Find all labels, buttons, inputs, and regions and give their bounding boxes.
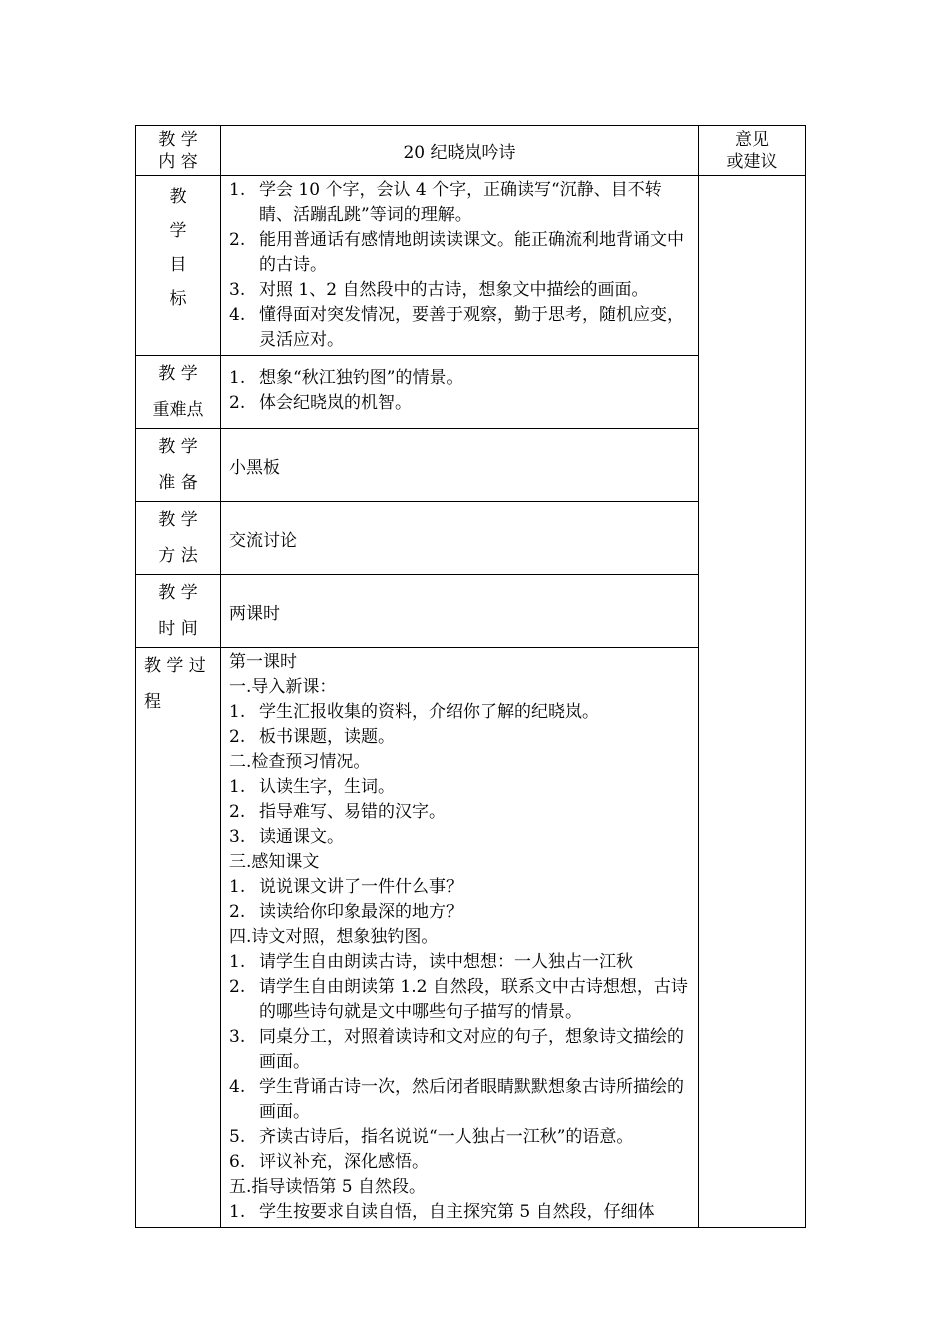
item-text: 请学生自由朗读第 1.2 自然段，联系文中古诗想想，古诗的哪些诗句就是文中哪些句子描写的情景。 xyxy=(259,977,688,1022)
item-text: 体会纪晓岚的机智。 xyxy=(259,393,412,413)
goals-label-line: 标 xyxy=(169,289,187,309)
section-heading: 四.诗文对照，想象独钓图。 xyxy=(229,927,439,947)
item-number: 2. xyxy=(229,977,246,997)
section-heading: 一.导入新课： xyxy=(229,677,337,697)
lesson-title: 20 纪晓岚吟诗 xyxy=(221,126,699,176)
section-heading: 三.感知课文 xyxy=(229,852,320,872)
item-number: 6. xyxy=(229,1152,246,1172)
item-text: 学会 10 个字，会认 4 个字，正确读写“沉静、目不转睛、活蹦乱跳”等词的理解。 xyxy=(259,180,662,225)
item-text: 认读生字，生词。 xyxy=(259,777,395,797)
item-number: 3. xyxy=(229,827,246,847)
list-item xyxy=(229,228,692,278)
lesson-plan-table xyxy=(135,125,806,1228)
item-number: 1. xyxy=(229,877,246,897)
header-row xyxy=(136,126,806,176)
process-label-line: 教 学 过 xyxy=(144,656,206,676)
list-item xyxy=(229,1025,692,1075)
list-item xyxy=(229,1200,692,1225)
item-number: 4. xyxy=(229,305,246,325)
item-number: 3. xyxy=(229,1027,246,1047)
advice-column xyxy=(699,176,806,1228)
item-number: 1. xyxy=(229,1202,246,1222)
process-blocks xyxy=(229,650,692,1225)
item-text: 齐读古诗后，指名说说“一人独占一江秋”的语意。 xyxy=(259,1127,634,1147)
process-label xyxy=(136,648,221,1228)
list-item xyxy=(229,775,692,800)
advice-label-text: 意见 或建议 xyxy=(726,130,778,172)
item-text: 学生背诵古诗一次，然后闭者眼睛默默想象古诗所描绘的画面。 xyxy=(259,1077,684,1122)
time-label xyxy=(136,575,221,648)
list-item xyxy=(229,875,692,900)
item-text: 说说课文讲了一件什么事？ xyxy=(259,877,463,897)
list-item xyxy=(229,178,692,228)
list-item xyxy=(229,1075,692,1125)
list-item xyxy=(229,1125,692,1150)
item-text: 想象“秋江独钓图”的情景。 xyxy=(259,368,464,388)
item-number: 1. xyxy=(229,777,246,797)
list-item xyxy=(229,725,692,750)
goals-label-line: 学 xyxy=(169,221,187,241)
preparation-label-line: 教 学 xyxy=(158,437,198,457)
advice-label xyxy=(699,126,806,176)
goals-label xyxy=(136,176,221,356)
content-label xyxy=(136,126,221,176)
list-item xyxy=(229,975,692,1025)
item-text: 指导难写、易错的汉字。 xyxy=(259,802,446,822)
method-label-line: 教 学 xyxy=(158,510,198,530)
item-text: 读通课文。 xyxy=(259,827,344,847)
list-item xyxy=(229,700,692,725)
item-number: 1. xyxy=(229,180,246,200)
list-item xyxy=(229,366,692,391)
goals-row xyxy=(136,176,806,356)
preparation-label-line: 准 备 xyxy=(158,473,198,493)
method-label-line: 方 法 xyxy=(158,546,198,566)
time-value: 两课时 xyxy=(221,575,699,648)
section-heading: 五.指导读悟第 5 自然段。 xyxy=(229,1177,427,1197)
item-number: 5. xyxy=(229,1127,246,1147)
item-number: 2. xyxy=(229,393,246,413)
item-text: 评议补充，深化感悟。 xyxy=(259,1152,429,1172)
list-item xyxy=(229,1150,692,1175)
item-text: 板书课题，读题。 xyxy=(259,727,395,747)
item-text: 请学生自由朗读古诗，读中想想：一人独占一江秋 xyxy=(259,952,633,972)
item-number: 2. xyxy=(229,902,246,922)
item-number: 3. xyxy=(229,280,246,300)
item-text: 读读给你印象最深的地方？ xyxy=(259,902,463,922)
item-text: 对照 1、2 自然段中的古诗，想象文中描绘的画面。 xyxy=(259,280,649,300)
item-text: 学生按要求自读自悟，自主探究第 5 自然段，仔细体 xyxy=(259,1202,655,1222)
difficulty-label-line: 教 学 xyxy=(158,364,198,384)
item-number: 1. xyxy=(229,702,246,722)
time-label-line: 教 学 xyxy=(158,583,198,603)
process-content xyxy=(221,648,699,1228)
item-number: 2. xyxy=(229,802,246,822)
difficulty-label xyxy=(136,356,221,429)
list-item xyxy=(229,800,692,825)
goals-label-line: 目 xyxy=(169,255,187,275)
preparation-value: 小黑板 xyxy=(221,429,699,502)
list-item xyxy=(229,391,692,416)
difficulty-content xyxy=(221,356,699,429)
list-item xyxy=(229,900,692,925)
list-item xyxy=(229,825,692,850)
process-label-line: 程 xyxy=(144,692,161,712)
goals-label-line: 教 xyxy=(169,187,187,207)
preparation-label xyxy=(136,429,221,502)
item-number: 1. xyxy=(229,368,246,388)
goals-content xyxy=(221,176,699,356)
item-text: 能用普通话有感情地朗读读课文。能正确流利地背诵文中的古诗。 xyxy=(259,230,684,275)
item-number: 1. xyxy=(229,952,246,972)
item-text: 学生汇报收集的资料，介绍你了解的纪晓岚。 xyxy=(259,702,599,722)
item-number: 2. xyxy=(229,230,246,250)
difficulty-label-line: 重难点 xyxy=(152,400,204,420)
method-value: 交流讨论 xyxy=(221,502,699,575)
list-item xyxy=(229,303,692,353)
item-text: 同桌分工，对照着读诗和文对应的句子，想象诗文描绘的画面。 xyxy=(259,1027,684,1072)
item-number: 4. xyxy=(229,1077,246,1097)
item-number: 2. xyxy=(229,727,246,747)
section-heading: 二.检查预习情况。 xyxy=(229,752,371,772)
list-item xyxy=(229,278,692,303)
list-item xyxy=(229,950,692,975)
method-label xyxy=(136,502,221,575)
section-heading: 第一课时 xyxy=(229,652,297,672)
item-text: 懂得面对突发情况，要善于观察，勤于思考，随机应变，灵活应对。 xyxy=(259,305,684,350)
content-label-text: 教 学 内 容 xyxy=(158,130,198,172)
time-label-line: 时 间 xyxy=(158,619,198,639)
